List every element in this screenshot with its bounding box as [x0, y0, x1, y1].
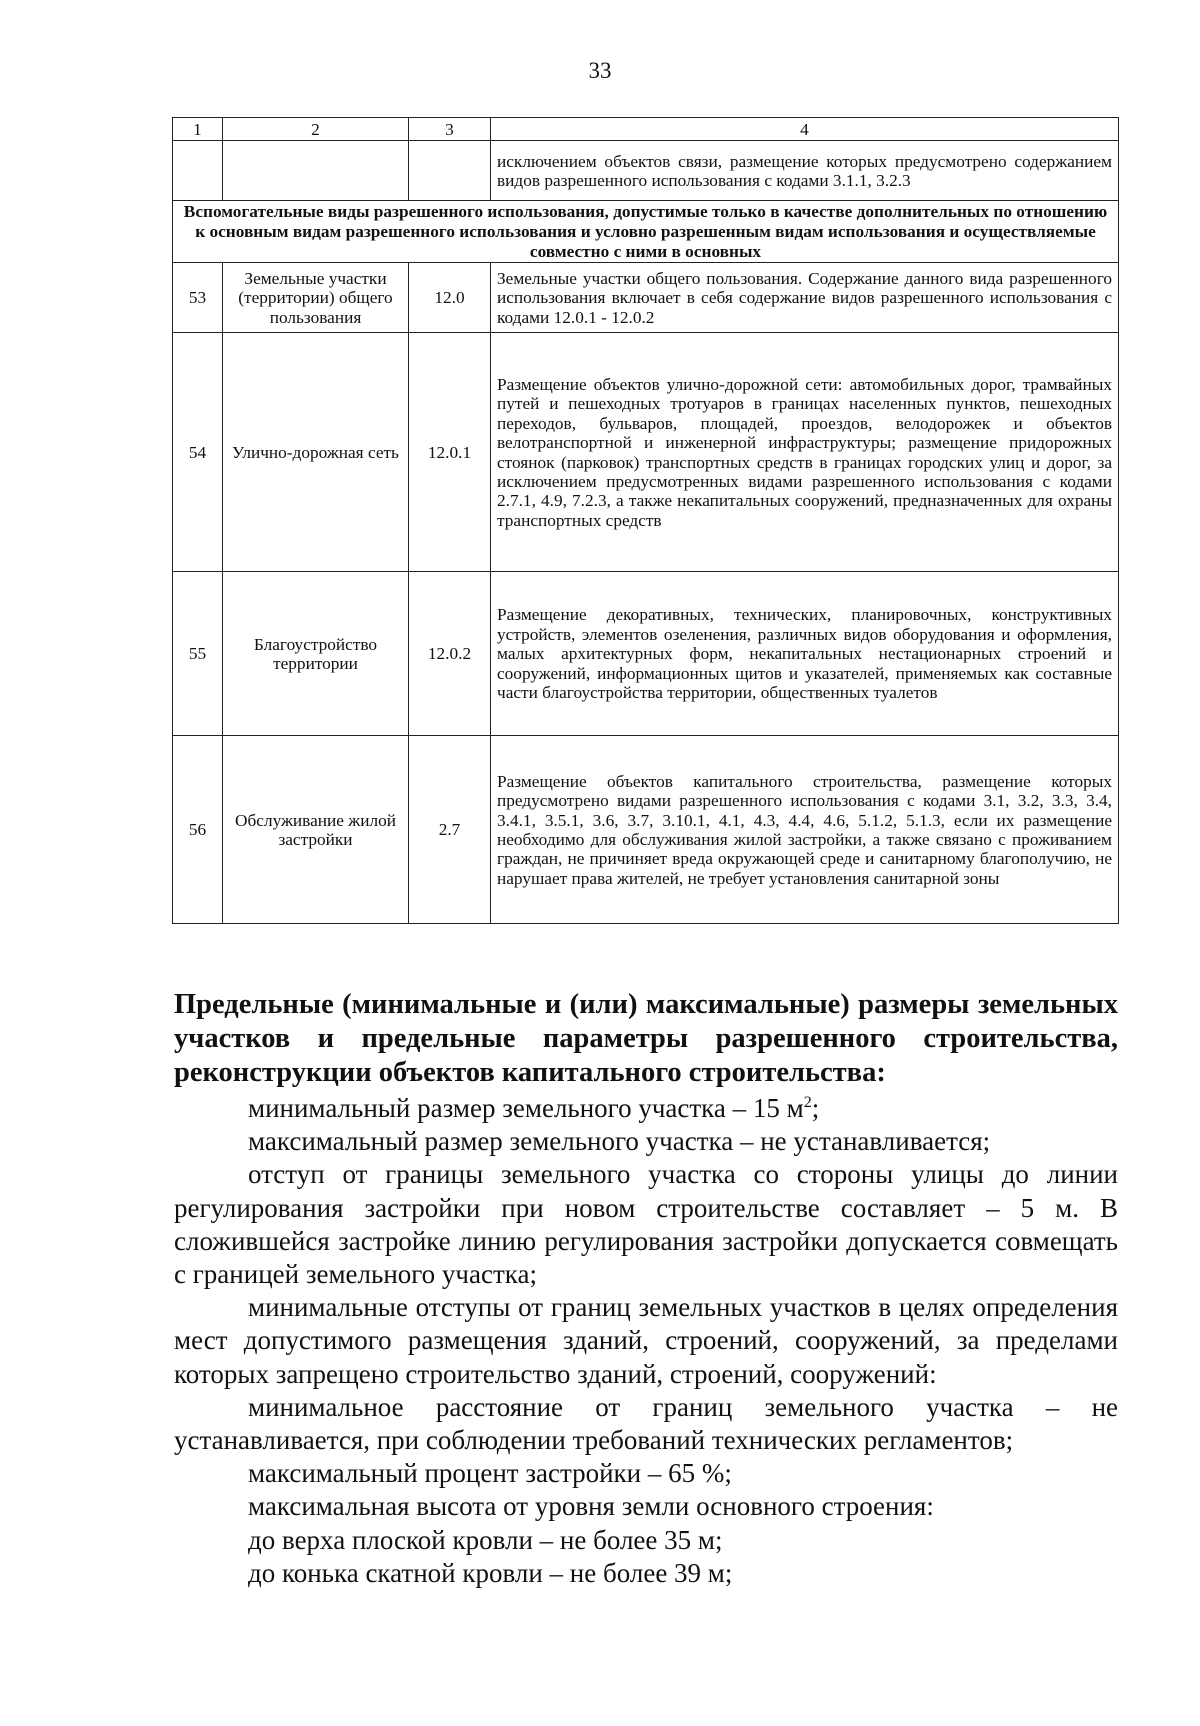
row-number: 54: [173, 333, 223, 572]
paragraph: до конька скатной кровли – не более 39 м;: [248, 1557, 733, 1588]
table-header-row: [173, 118, 1119, 141]
land-use-name: Улично-дорожная сеть: [223, 333, 409, 572]
paragraph: минимальное расстояние от границ земельного участка – не устанавливается, при соблюдении требований технических регламентов;: [174, 1391, 1118, 1456]
land-use-code: 12.0.2: [409, 572, 491, 736]
row-number: 53: [173, 263, 223, 333]
paragraph: минимальные отступы от границ земельных участков в целях определения мест допустимого размещения зданий, строений, сооружений, за пределами которых запрещено строительство зданий, строений, сооружений:: [174, 1292, 1118, 1389]
min-plot-end: ;: [811, 1093, 820, 1123]
paragraph: максимальный размер земельного участка – не устанавливается;: [248, 1126, 991, 1157]
section-title: Вспомогательные виды разрешенного использования, допустимые только в качестве дополнительных по отношению к основным видам разрешенного использования и условно разрешенным видам использования и осуществляемые совместно с ними в основных: [173, 201, 1119, 263]
table-row: [173, 333, 1119, 572]
land-use-code: 12.0.1: [409, 333, 491, 572]
min-plot-text: минимальный размер земельного участка – 15 м: [248, 1093, 804, 1123]
land-use-description: Земельные участки общего пользования. Содержание данного вида разрешенного использования включает в себя содержание видов разрешенного использования с кодами 12.0.1 - 12.0.2: [491, 263, 1119, 333]
land-use-table: [172, 117, 1119, 924]
paragraph: отступ от границы земельного участка со стороны улицы до линии регулирования застройки при новом строительстве составляет – 5 м. В сложившейся застройке линию регулирования застройки допускается совмещать с границей земельного участка;: [174, 1159, 1118, 1290]
table-row: [173, 736, 1119, 924]
land-use-name: Обслуживание жилой застройки: [223, 736, 409, 924]
header-cell-3: 3: [409, 118, 491, 141]
land-use-code: 12.0: [409, 263, 491, 333]
table-row-continuation: [173, 141, 1119, 201]
header-cell-2: 2: [223, 118, 409, 141]
section-heading: Предельные (минимальные и (или) максимальные) размеры земельных участков и предельные параметры разрешенного строительства, реконструкции объектов капитального строительства:: [174, 989, 1118, 1088]
table-row: [173, 572, 1119, 736]
row-number: 55: [173, 572, 223, 736]
header-cell-1: 1: [173, 118, 223, 141]
paragraph-min-plot-size: [174, 1092, 1118, 1125]
land-use-description: Размещение декоративных, технических, планировочных, конструктивных устройств, элементов озеленения, различных видов оборудования и оформления, малых архитектурных форм, некапитальных нестационарных строений и сооружений, информационных щитов и указателей, применяемых как составные части благоустройства территории, общественных туалетов: [491, 572, 1119, 736]
land-use-name: Земельные участки (территории) общего пользования: [223, 263, 409, 333]
header-cell-4: 4: [491, 118, 1119, 141]
section-title-row: [173, 201, 1119, 263]
paragraph: максимальная высота от уровня земли основного строения:: [248, 1491, 934, 1522]
paragraph: максимальный процент застройки – 65 %;: [248, 1458, 732, 1489]
page-number: 33: [588, 58, 612, 83]
paragraph: до верха плоской кровли – не более 35 м;: [248, 1524, 723, 1555]
land-use-code: 2.7: [409, 736, 491, 924]
regulations-text: [174, 988, 1118, 1590]
table-row: [173, 263, 1119, 333]
land-use-description: Размещение объектов капитального строительства, размещение которых предусмотрено видами разрешенного использования с кодами 3.1, 3.2, 3.3, 3.4, 3.4.1, 3.5.1, 3.6, 3.7, 3.10.1, 4.1, 4.3, 4.4, 4.6, 5.1.2, 5.1.3, если их размещение необходимо для обслуживания жилой застройки, а также связано с проживанием граждан, не причиняет вреда окружающей среде и санитарному благополучию, не нарушает права жителей, не требует установления санитарной зоны: [491, 736, 1119, 924]
row-number: 56: [173, 736, 223, 924]
unit-superscript: 2: [803, 1094, 812, 1111]
continuation-text: исключением объектов связи, размещение которых предусмотрено содержанием видов разрешенного использования с кодами 3.1.1, 3.2.3: [491, 141, 1119, 201]
land-use-name: Благоустройство территории: [223, 572, 409, 736]
land-use-description: Размещение объектов улично-дорожной сети: автомобильных дорог, трамвайных путей и пешеходных тротуаров в границах населенных пунктов, пешеходных переходов, бульваров, площадей, проездов, велодорожек и объектов велотранспортной и инженерной инфраструктуры; размещение придорожных стоянок (парковок) транспортных средств в границах городских улиц и дорог, за исключением предусмотренных видами разрешенного использования с кодами 2.7.1, 4.9, 7.2.3, а также некапитальных сооружений, предназначенных для охраны транспортных средств: [491, 333, 1119, 572]
